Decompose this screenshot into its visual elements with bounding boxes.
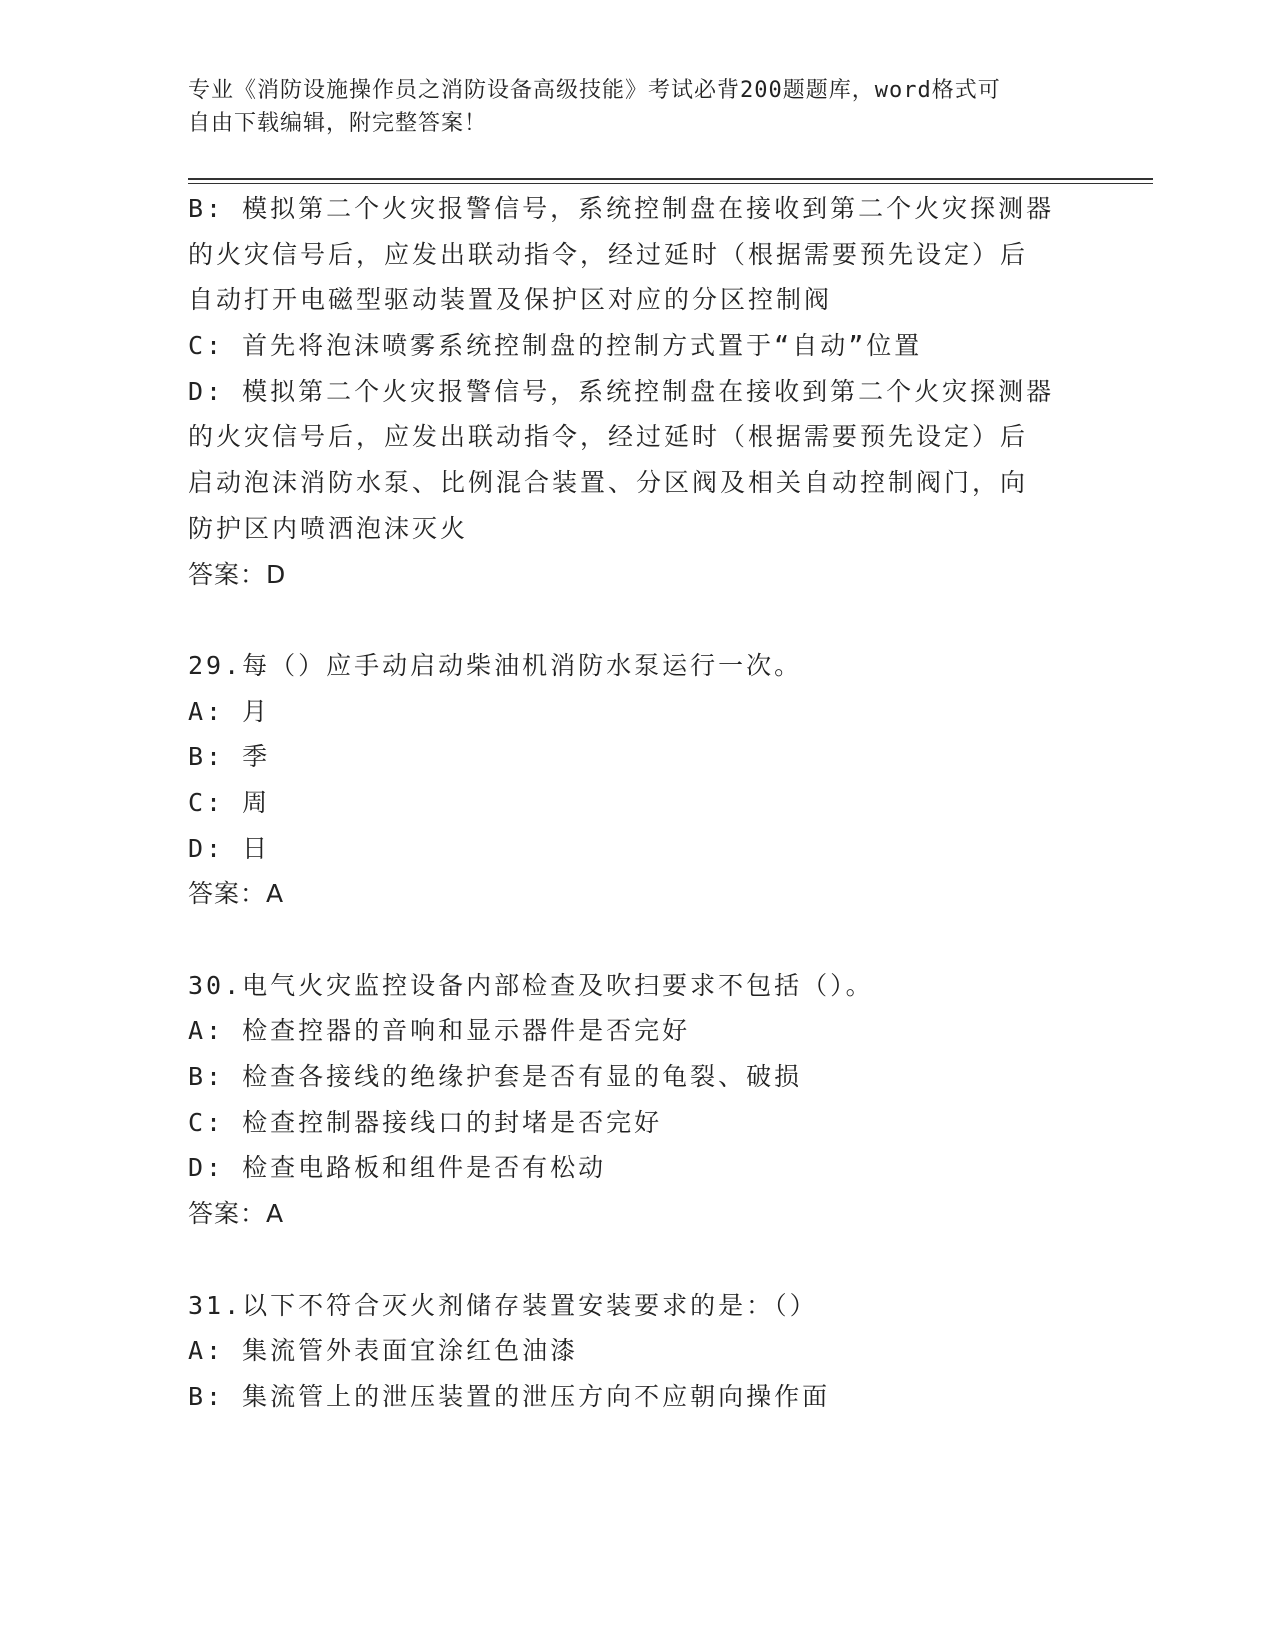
- option-text-line: D: 模拟第二个火灾报警信号，系统控制盘在接收到第二个火灾探测器: [188, 376, 1055, 406]
- option-c: C: 周: [188, 787, 271, 817]
- option-b: B: 检查各接线的绝缘护套是否有显的龟裂、破损: [188, 1062, 803, 1092]
- header-divider-thin: [188, 183, 1153, 184]
- option-b: B: 季: [188, 742, 271, 772]
- question-31: [188, 1283, 1088, 1420]
- header-title-line-1: 专业《消防设施操作员之消防设备高级技能》考试必背200题题库，word格式可: [188, 78, 1001, 103]
- question-list: [188, 186, 1088, 1420]
- answer-label: 答案：A: [188, 879, 285, 909]
- option-text-line: 的火灾信号后，应发出联动指令，经过延时（根据需要预先设定）后: [188, 422, 1029, 452]
- question-stem: 30.电气火灾监控设备内部检查及吹扫要求不包括（）。: [188, 970, 874, 1000]
- option-b: [188, 186, 1088, 323]
- question-30: [188, 963, 1088, 1237]
- question-28-continued: [188, 186, 1088, 597]
- option-c: C: 首先将泡沫喷雾系统控制盘的控制方式置于“自动”位置: [188, 331, 923, 361]
- answer-label: 答案：D: [188, 559, 287, 589]
- option-d: [188, 369, 1088, 552]
- header-divider-thick: [188, 178, 1153, 180]
- document-header: [188, 74, 1088, 140]
- option-a: A: 检查控器的音响和显示器件是否完好: [188, 1016, 691, 1046]
- option-text-line: 启动泡沫消防水泵、比例混合装置、分区阀及相关自动控制阀门，向: [188, 468, 1029, 498]
- spacer: [188, 597, 1088, 643]
- option-a: A: 月: [188, 696, 271, 726]
- header-title-line-2: 自由下载编辑，附完整答案！: [188, 111, 488, 136]
- question-stem: 29.每（）应手动启动柴油机消防水泵运行一次。: [188, 650, 803, 680]
- spacer: [188, 917, 1088, 963]
- option-text-line: 防护区内喷洒泡沫灭火: [188, 513, 469, 543]
- spacer: [188, 1237, 1088, 1283]
- option-a: A: 集流管外表面宜涂红色油漆: [188, 1336, 579, 1366]
- option-text-line: B: 模拟第二个火灾报警信号，系统控制盘在接收到第二个火灾探测器: [188, 194, 1055, 223]
- question-29: [188, 643, 1088, 917]
- answer-label: 答案：A: [188, 1199, 285, 1229]
- option-text-line: 的火灾信号后，应发出联动指令，经过延时（根据需要预先设定）后: [188, 239, 1029, 269]
- option-b: B: 集流管上的泄压装置的泄压方向不应朝向操作面: [188, 1381, 831, 1411]
- option-d: D: 检查电路板和组件是否有松动: [188, 1153, 607, 1183]
- option-text-line: 自动打开电磁型驱动装置及保护区对应的分区控制阀: [188, 285, 833, 315]
- question-stem: 31.以下不符合灭火剂储存装置安装要求的是：（）: [188, 1290, 818, 1320]
- option-c: C: 检查控制器接线口的封堵是否完好: [188, 1107, 663, 1137]
- option-d: D: 日: [188, 833, 271, 863]
